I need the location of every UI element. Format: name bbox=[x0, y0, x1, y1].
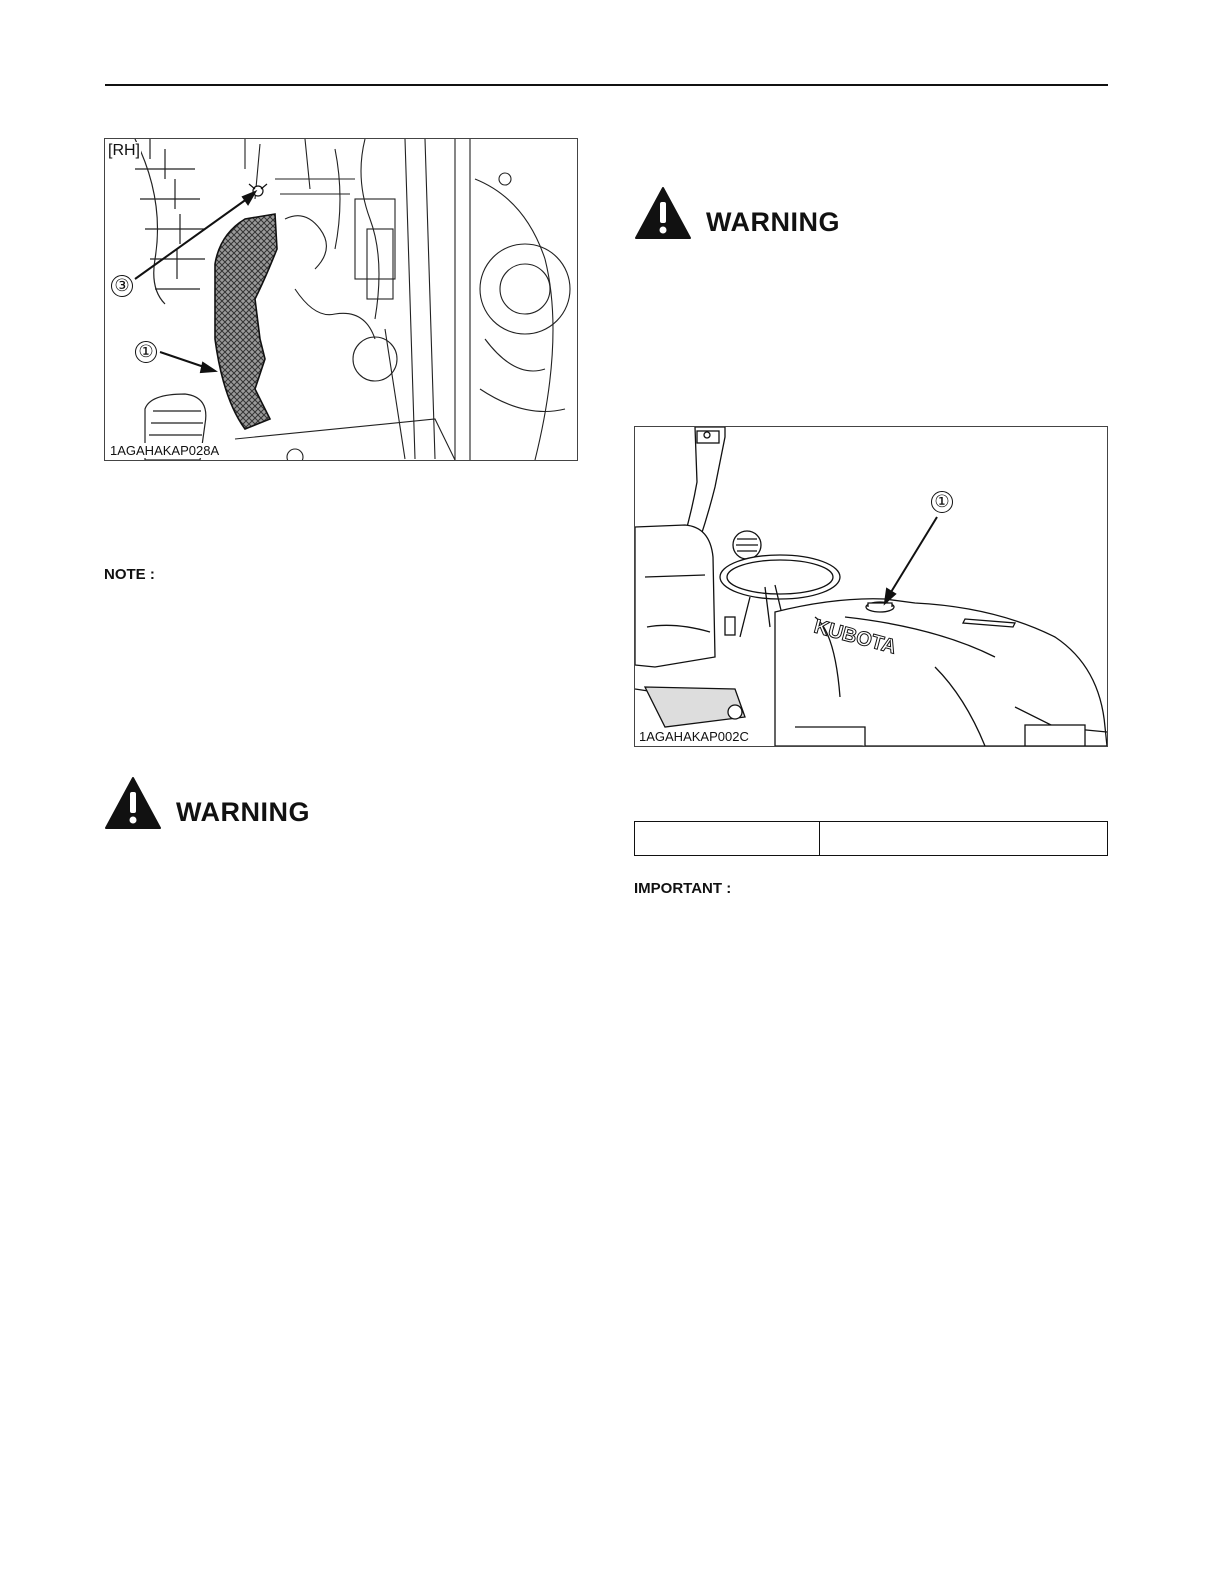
figure-rh-grille bbox=[104, 138, 578, 461]
note-label: NOTE : bbox=[104, 566, 155, 583]
warning-block-left bbox=[104, 776, 310, 830]
front-grille-shape bbox=[215, 214, 277, 429]
tractor-illustration bbox=[635, 427, 1107, 746]
spec-table-cell bbox=[635, 822, 820, 855]
figure-side-tag: [RH] bbox=[108, 142, 140, 159]
grille-illustration bbox=[105, 139, 577, 460]
warning-heading: WARNING bbox=[176, 796, 310, 827]
figure-fuel-cap bbox=[634, 426, 1108, 747]
spec-table-cell bbox=[820, 822, 1107, 855]
warning-triangle-icon bbox=[104, 776, 162, 830]
callout-1: ① bbox=[135, 341, 157, 363]
warning-block-right bbox=[634, 186, 840, 240]
warning-triangle-icon bbox=[634, 186, 692, 240]
kubota-logo: KUBOTA bbox=[811, 615, 899, 659]
warning-heading: WARNING bbox=[706, 206, 840, 237]
callout-3: ③ bbox=[111, 275, 133, 297]
callout-1: ① bbox=[931, 491, 953, 513]
spec-table bbox=[634, 821, 1108, 856]
figure-code: 1AGAHAKAP028A bbox=[110, 443, 220, 458]
header-rule bbox=[105, 84, 1108, 86]
important-label: IMPORTANT : bbox=[634, 880, 732, 897]
figure-code: 1AGAHAKAP002C bbox=[639, 729, 749, 744]
